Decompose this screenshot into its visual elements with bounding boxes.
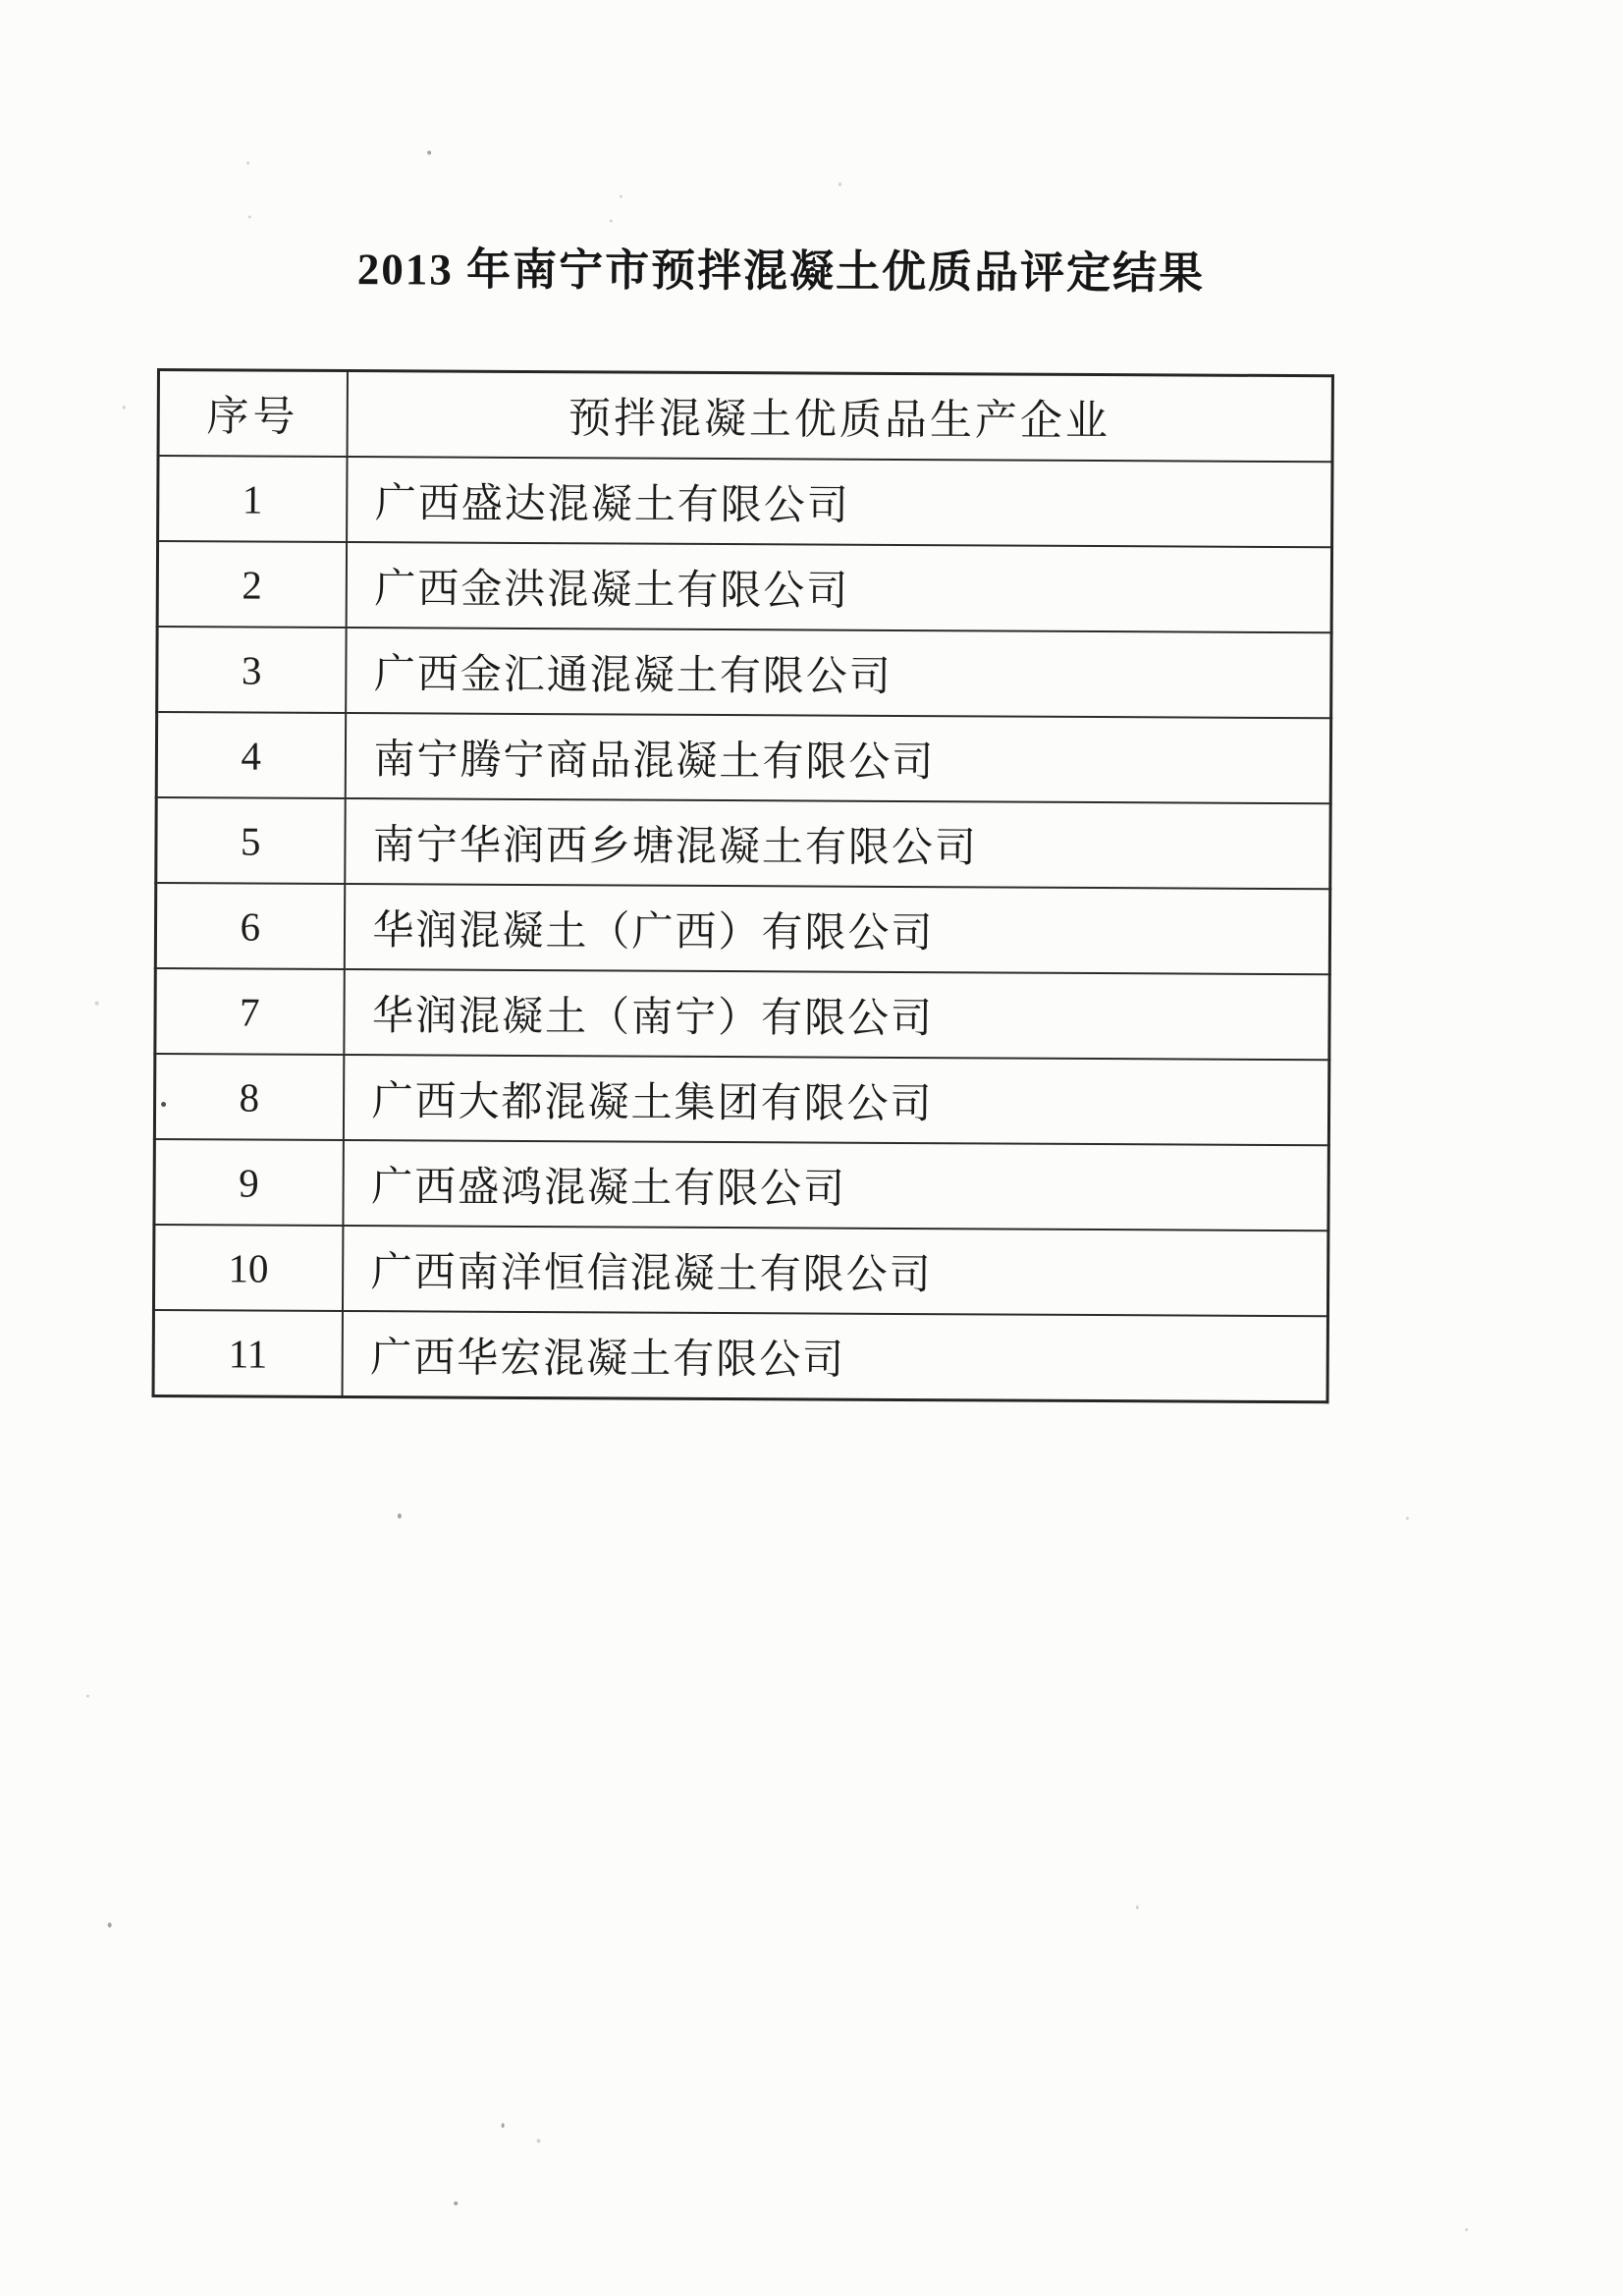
scan-speck — [454, 2202, 458, 2206]
table-row — [154, 1139, 1328, 1230]
row-number-cell: 1 — [158, 456, 347, 542]
scan-speck — [246, 161, 249, 164]
document-title: 2013 年南宁市预拌混凝土优质品评定结果 — [356, 245, 1206, 299]
company-name-cell: 南宁腾宁商品混凝土有限公司 — [345, 713, 1330, 803]
scan-speck — [839, 183, 841, 187]
scan-speck — [1406, 1517, 1409, 1520]
scan-speck — [1465, 2228, 1468, 2231]
row-number-cell: 7 — [155, 968, 344, 1055]
row-number-cell: 6 — [155, 883, 344, 969]
results-table — [152, 368, 1334, 1403]
company-name-cell: 华润混凝土（南宁）有限公司 — [344, 969, 1329, 1060]
scan-speck — [161, 1102, 166, 1107]
row-number-cell: 10 — [153, 1225, 342, 1311]
scan-speck — [398, 1513, 402, 1518]
table-row — [155, 968, 1329, 1060]
company-name-cell: 广西南洋恒信混凝土有限公司 — [342, 1226, 1327, 1316]
company-name-cell: 华润混凝土（广西）有限公司 — [344, 884, 1329, 974]
company-name-cell: 广西大都混凝土集团有限公司 — [343, 1055, 1328, 1145]
scan-speck — [248, 215, 251, 218]
scan-speck — [1136, 1905, 1139, 1909]
scan-speck — [108, 1923, 112, 1928]
row-number-cell: 3 — [157, 627, 346, 713]
scan-speck — [537, 2139, 541, 2143]
table-row — [157, 627, 1331, 718]
company-name-cell: 广西金汇通混凝土有限公司 — [346, 628, 1331, 718]
scan-speck — [123, 406, 126, 410]
row-number-cell: 8 — [154, 1054, 343, 1140]
row-number-cell: 2 — [157, 541, 346, 628]
table-row — [153, 1310, 1327, 1402]
table-row — [158, 456, 1332, 547]
company-name-cell: 广西华宏混凝土有限公司 — [342, 1311, 1327, 1402]
company-name-cell: 广西盛鸿混凝土有限公司 — [343, 1140, 1328, 1230]
company-name-cell: 广西金洪混凝土有限公司 — [346, 542, 1331, 632]
table-row — [154, 1054, 1328, 1145]
row-number-cell: 11 — [153, 1310, 342, 1397]
row-number-cell: 5 — [156, 797, 345, 884]
company-name-cell: 广西盛达混凝土有限公司 — [347, 457, 1332, 547]
scan-speck — [620, 194, 622, 197]
table-row — [157, 541, 1331, 632]
scan-speck — [427, 150, 431, 154]
scan-speck — [95, 1002, 99, 1006]
table-row — [156, 797, 1330, 889]
table-row — [153, 1225, 1327, 1316]
table-row — [155, 883, 1329, 974]
scan-speck — [502, 2123, 505, 2128]
row-number-cell: 4 — [156, 712, 345, 798]
table-header-row — [158, 370, 1332, 463]
scan-speck — [86, 1695, 89, 1698]
row-number-cell: 9 — [154, 1139, 343, 1226]
table-row — [156, 712, 1330, 803]
header-cell-company: 预拌混凝土优质品生产企业 — [347, 371, 1332, 463]
header-cell-index: 序号 — [158, 370, 347, 458]
scan-speck — [610, 219, 613, 222]
company-name-cell: 南宁华润西乡塘混凝土有限公司 — [345, 798, 1330, 889]
